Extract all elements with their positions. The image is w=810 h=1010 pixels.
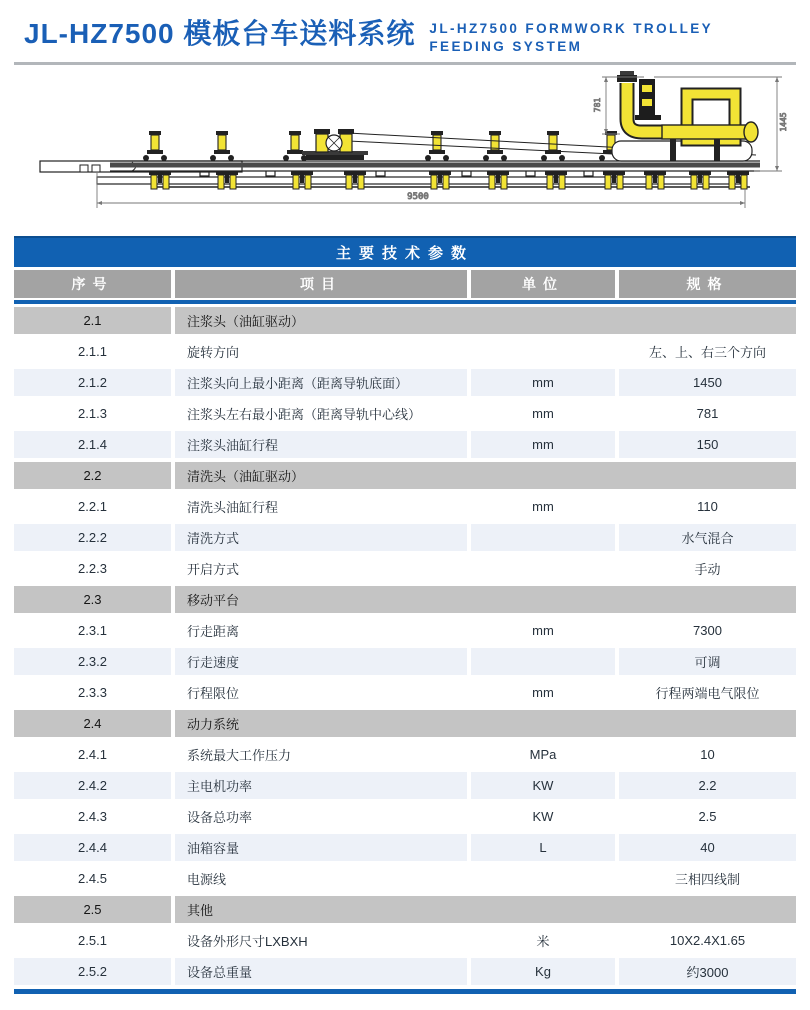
dim-label-1445: 1445 xyxy=(779,112,788,132)
row-no-cell: 2.5 xyxy=(14,896,175,923)
column-header-item: 项目 xyxy=(175,270,471,298)
row-item-cell: 行程限位 xyxy=(175,679,471,706)
support-clamp xyxy=(541,131,565,161)
page-subtitle-line1: JL-HZ7500 FORMWORK TROLLEY xyxy=(429,21,714,36)
table-row xyxy=(14,648,796,675)
table-row xyxy=(14,338,796,365)
row-no-cell: 2.4 xyxy=(14,710,175,737)
column-header-unit: 单位 xyxy=(471,270,619,298)
row-spec-cell: 约3000 xyxy=(686,965,729,981)
support-clamp xyxy=(210,131,234,161)
table-row xyxy=(14,679,796,706)
row-spec-cell: 10 xyxy=(700,747,715,763)
row-unit-cell: mm xyxy=(471,679,619,706)
row-no-cell: 2.3.1 xyxy=(14,617,175,644)
row-no-cell: 2.4.5 xyxy=(14,865,175,892)
row-unit-cell: MPa xyxy=(471,741,619,768)
column-header-no: 序号 xyxy=(14,270,175,298)
row-unit-cell: KW xyxy=(471,803,619,830)
page-subtitle-line2: FEEDING SYSTEM xyxy=(429,38,583,54)
support-clamp xyxy=(483,131,507,161)
row-item-cell: 注浆头左右最小距离（距离导轨中心线） xyxy=(175,400,471,427)
row-no-cell: 2.3.3 xyxy=(14,679,175,706)
table-header-row xyxy=(14,270,796,298)
table-row xyxy=(14,865,796,892)
row-spec-cell: 三相四线制 xyxy=(674,872,740,888)
table-row xyxy=(14,741,796,768)
row-item-cell: 系统最大工作压力 xyxy=(175,741,471,768)
dim-label-781: 781 xyxy=(593,97,602,113)
row-unit-cell xyxy=(471,338,619,365)
row-no-cell: 2.5.2 xyxy=(14,958,175,985)
section-row xyxy=(14,896,796,923)
row-spec-cell: 10X2.4X1.65 xyxy=(669,933,746,949)
row-no-cell: 2.3 xyxy=(14,586,175,613)
row-unit-cell: mm xyxy=(471,431,619,458)
grouting-pipe-assembly xyxy=(612,71,758,161)
table-row xyxy=(14,834,796,861)
row-spec-cell: 7300 xyxy=(693,623,722,639)
row-no-cell: 2.1.1 xyxy=(14,338,175,365)
section-row xyxy=(14,462,796,489)
row-unit-cell xyxy=(471,648,619,675)
row-item-cell: 设备总重量 xyxy=(175,958,471,985)
row-unit-cell xyxy=(471,555,619,582)
row-no-cell: 2.2.2 xyxy=(14,524,175,551)
section-row xyxy=(14,710,796,737)
support-clamp xyxy=(143,131,167,161)
row-spec-cell: 150 xyxy=(696,437,719,453)
row-item-cell: 注浆头油缸行程 xyxy=(175,431,471,458)
row-no-cell: 2.3.2 xyxy=(14,648,175,675)
row-no-cell: 2.4.3 xyxy=(14,803,175,830)
row-spec-cell: 可调 xyxy=(694,655,721,671)
table-row xyxy=(14,493,796,520)
section-row xyxy=(14,307,796,334)
row-no-cell: 2.2 xyxy=(14,462,175,489)
row-item-cell: 动力系统 xyxy=(187,717,240,733)
row-no-cell: 2.5.1 xyxy=(14,927,175,954)
row-item-cell: 其他 xyxy=(187,903,214,919)
table-row xyxy=(14,803,796,830)
row-unit-cell: 米 xyxy=(471,927,619,954)
row-item-cell: 设备总功率 xyxy=(175,803,471,830)
page-subtitle xyxy=(429,17,713,55)
row-spec-cell: 手动 xyxy=(694,562,721,578)
row-item-cell: 主电机功率 xyxy=(175,772,471,799)
row-item-cell: 行走速度 xyxy=(175,648,471,675)
support-clamps xyxy=(143,131,623,161)
row-unit-cell: mm xyxy=(471,400,619,427)
column-header-spec: 规格 xyxy=(686,276,729,293)
row-unit-cell xyxy=(471,865,619,892)
header-underline xyxy=(14,300,796,304)
section-row xyxy=(14,586,796,613)
row-item-cell: 注浆头向上最小距离（距离导轨底面） xyxy=(175,369,471,396)
page-header xyxy=(14,0,796,55)
row-no-cell: 2.4.1 xyxy=(14,741,175,768)
row-spec-cell: 40 xyxy=(700,840,715,856)
row-spec-cell: 781 xyxy=(696,406,719,422)
spec-table xyxy=(14,236,796,994)
row-no-cell: 2.4.2 xyxy=(14,772,175,799)
row-spec-cell: 110 xyxy=(697,499,718,515)
row-item-cell: 行走距离 xyxy=(175,617,471,644)
row-no-cell: 2.1.4 xyxy=(14,431,175,458)
table-row xyxy=(14,431,796,458)
row-item-cell: 注浆头（油缸驱动） xyxy=(187,314,305,330)
table-row xyxy=(14,772,796,799)
row-spec-cell: 2.5 xyxy=(698,809,717,825)
row-unit-cell: mm xyxy=(471,617,619,644)
row-unit-cell: L xyxy=(471,834,619,861)
machine-drawing xyxy=(14,65,796,236)
row-no-cell: 2.1.3 xyxy=(14,400,175,427)
table-row xyxy=(14,617,796,644)
machine-drawing-svg xyxy=(14,71,796,229)
row-item-cell: 清洗头油缸行程 xyxy=(175,493,471,520)
page-title: JL-HZ7500 模板台车送料系统 xyxy=(24,18,416,49)
support-clamp xyxy=(283,131,307,161)
row-item-cell: 开启方式 xyxy=(175,555,471,582)
row-unit-cell: KW xyxy=(471,772,619,799)
table-title-bar: 主要技术参数 xyxy=(14,236,796,267)
spec-table-body xyxy=(14,307,796,985)
table-bottom-rule xyxy=(14,989,796,994)
row-item-cell: 旋转方向 xyxy=(175,338,471,365)
row-spec-cell: 1450 xyxy=(693,375,722,391)
rail-tick-marks xyxy=(200,171,593,176)
row-item-cell: 电源线 xyxy=(175,865,471,892)
row-unit-cell: mm xyxy=(471,369,619,396)
row-spec-cell: 行程两端电气限位 xyxy=(655,686,760,702)
row-item-cell: 设备外形尺寸LXBXH xyxy=(175,927,471,954)
table-row xyxy=(14,555,796,582)
row-spec-cell: 水气混合 xyxy=(681,531,734,547)
dim-label-9500: 9500 xyxy=(407,192,429,203)
row-item-cell: 清洗方式 xyxy=(175,524,471,551)
table-row xyxy=(14,400,796,427)
table-row xyxy=(14,524,796,551)
row-no-cell: 2.1.2 xyxy=(14,369,175,396)
row-item-cell: 清洗头（油缸驱动） xyxy=(187,469,305,485)
row-unit-cell: mm xyxy=(471,493,619,520)
table-row xyxy=(14,958,796,985)
row-item-cell: 移动平台 xyxy=(187,593,240,609)
row-no-cell: 2.4.4 xyxy=(14,834,175,861)
row-no-cell: 2.2.3 xyxy=(14,555,175,582)
row-unit-cell xyxy=(471,524,619,551)
row-no-cell: 2.1 xyxy=(14,307,175,334)
row-spec-cell: 2.2 xyxy=(698,778,717,794)
row-item-cell: 油箱容量 xyxy=(175,834,471,861)
row-unit-cell: Kg xyxy=(471,958,619,985)
row-no-cell: 2.2.1 xyxy=(14,493,175,520)
table-row xyxy=(14,927,796,954)
row-spec-cell: 左、上、右三个方向 xyxy=(648,345,766,361)
table-row xyxy=(14,369,796,396)
